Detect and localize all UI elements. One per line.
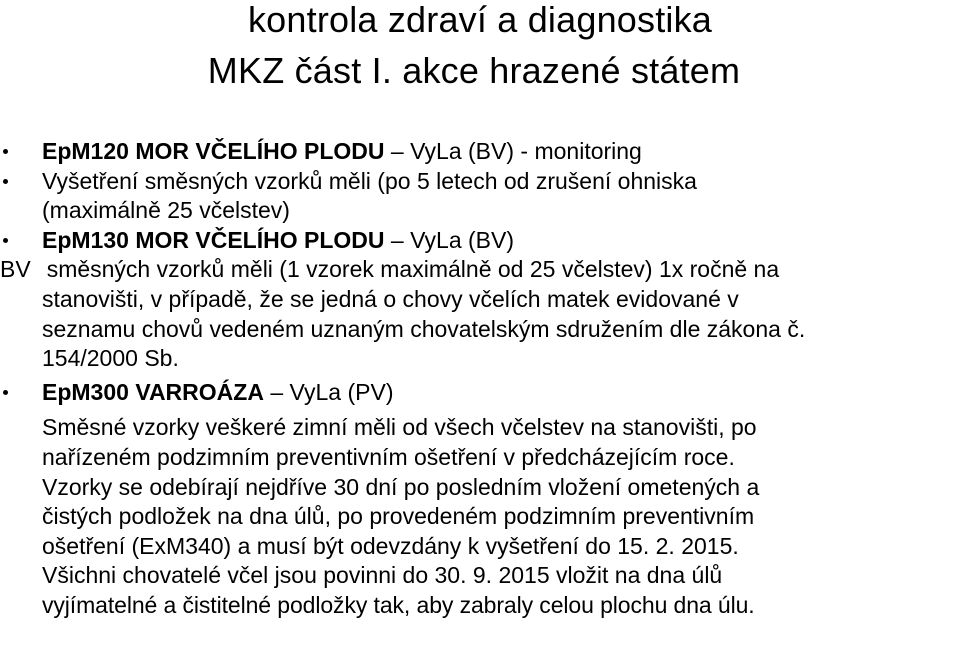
epm300-dash: – [263, 378, 290, 405]
smesne-line-1: Směsné vzorky veškeré zimní měli od všech včelstev na stanovišti, po [42, 414, 757, 441]
bv-label: BV [0, 256, 31, 283]
smesne-line-6: Všichni chovatelé včel jsou povinni do 30. 9. 2015 vložit na dna úlů [42, 562, 723, 589]
epm130-dash: – [384, 226, 411, 253]
bv-line-1 [0, 255, 960, 285]
bv-text-1: směsných vzorků měli (1 vzorek maximálně od 25 včelstev) 1x ročně na [46, 256, 780, 283]
bullet-epm130 [0, 226, 960, 256]
epm120-rest: VyLa (BV) - monitoring [410, 138, 642, 164]
vysetreni-line-2: (maximálně 25 včelstev) [42, 197, 290, 224]
smesne-line-2: nařízeném podzimním preventivním ošetření v předcházejícím roce. [42, 443, 735, 470]
smesne-line-3: Vzorky se odebírají nejdříve 30 dní po posledním vložení ometených a [42, 473, 760, 500]
epm130-code: EpM130 MOR VČELÍHO PLODU [42, 226, 385, 253]
epm120-dash: – [384, 138, 411, 164]
smesne-line-4: čistých podložek na dna úlů, po provedeném podzimním preventivním [42, 503, 755, 530]
slide-title-line-1: kontrola zdraví a diagnostika [247, 0, 713, 40]
epm300-rest: VyLa (PV) [289, 378, 394, 405]
epm130-rest: VyLa (BV) [410, 226, 515, 253]
bv-line-4: 154/2000 Sb. [42, 345, 179, 372]
slide-content [0, 137, 960, 621]
smesne-line-7: vyjímatelné a čistitelné podložky tak, aby zabraly celou plochu dna úlu. [42, 591, 755, 618]
bv-line-2: stanovišti, v případě, že se jedná o chovy včelích matek evidované v [42, 285, 739, 312]
slide-title-line-2: MKZ část I. akce hrazené státem [207, 50, 741, 91]
bv-line-3: seznamu chovů vedeném uznaným chovatelským sdružením dle zákona č. [42, 315, 806, 342]
bullet-vysetreni: Vyšetření směsných vzorků měli (po 5 letech od zrušení ohniska [0, 167, 960, 197]
bullet-epm300 [0, 378, 960, 408]
epm120-code: EpM120 MOR VČELÍHO PLODU [42, 138, 385, 164]
epm300-code: EpM300 VARROÁZA [42, 378, 264, 405]
bullet-epm120 [0, 137, 960, 167]
smesne-line-5: ošetření (ExM340) a musí být odevzdány k vyšetření do 15. 2. 2015. [42, 532, 739, 559]
